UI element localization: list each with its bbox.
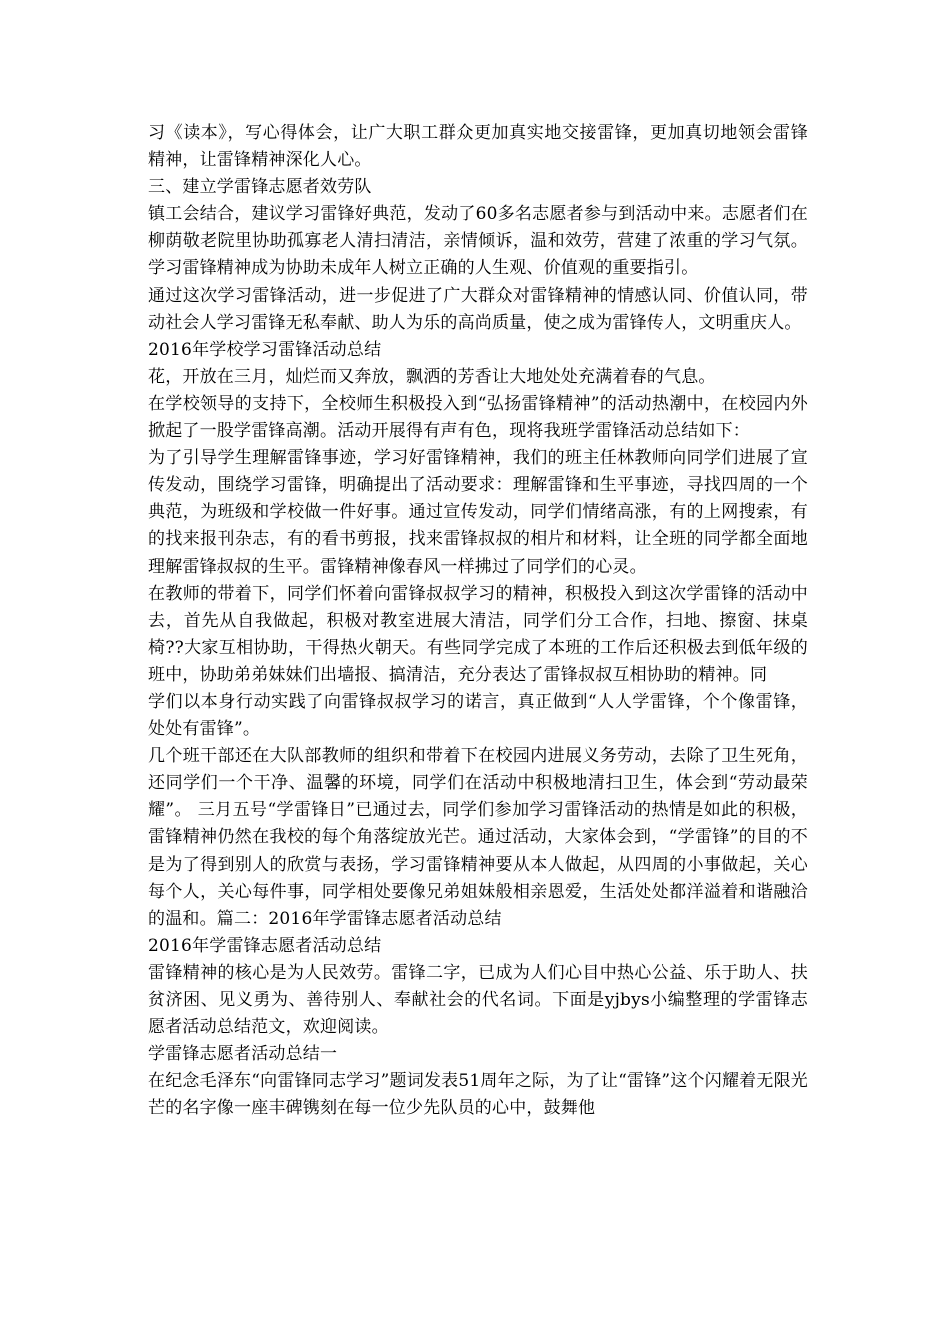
heading-summary-one: 学雷锋志愿者活动总结一	[148, 1044, 338, 1065]
section-heading-volunteer-team: 三、建立学雷锋志愿者效劳队	[148, 177, 372, 198]
paragraph-guidance: 为了引导学生理解雷锋事迹，学习好雷锋精神，我们的班主任林教师向同学们进展了宣传发动，围绕学习雷锋，明确提出了活动要求：理解雷锋和生平事迹，寻找四周的一个典范，为班级和学校做一件好事。通过宣传发动，同学们情绪高涨，有的上网搜索，有的找来报刊杂志，有的看书剪报，找来雷锋叔叔的相片和材料，让全班的同学都全面地理解雷锋叔叔的生平。雷锋精神像春风一样拂过了同学们的心灵。	[148, 448, 808, 577]
paragraph-commemoration: 在纪念毛泽东“向雷锋同志学习”题词发表51周年之际，为了让“雷锋”这个闪耀着无限光芒的名字像一座丰碑镌刻在每一位少先队员的心中，鼓舞他	[148, 1071, 808, 1119]
document-body	[148, 120, 808, 1122]
paragraph-activity-effect: 通过这次学习雷锋活动，进一步促进了广大群众对雷锋精神的情感认同、价值认同，带动社会人学习雷锋无私奉献、助人为乐的高尚质量，使之成为雷锋传人，文明重庆人。	[148, 285, 808, 333]
paragraph-volunteers: 镇工会结合，建议学习雷锋好典范，发动了60多名志愿者参与到活动中来。志愿者们在柳荫敬老院里协助孤寡老人清扫清洁，亲情倾诉，温和效劳，营建了浓重的学习气氛。学习雷锋精神成为协助未成年人树立正确的人生观、价值观的重要指引。	[148, 204, 808, 279]
paragraph-spring: 花，开放在三月，灿烂而又奔放，飘洒的芳香让大地处处充满着春的气息。	[148, 366, 716, 387]
heading-volunteer-summary: 2016年学雷锋志愿者活动总结	[148, 935, 382, 956]
paragraph-reading-notes: 习《读本》，写心得体会，让广大职工群众更加真实地交接雷锋，更加真切地领会雷锋精神，让雷锋精神深化人心。	[148, 123, 808, 171]
heading-school-summary: 2016年学校学习雷锋活动总结	[148, 339, 382, 360]
paragraph-core-spirit: 雷锋精神的核心是为人民效劳。雷锋二字，已成为人们心目中热心公益、乐于助人、扶贫济困、见义勇为、善待别人、奉献社会的代名词。下面是yjbys小编整理的学雷锋志愿者活动总结范文，欢迎阅读。	[148, 962, 808, 1038]
paragraph-school-support: 在学校领导的支持下，全校师生积极投入到“弘扬雷锋精神”的活动热潮中，在校园内外掀起了一股学雷锋高潮。活动开展得有声有色，现将我班学雷锋活动总结如下：	[148, 393, 808, 442]
paragraph-students-practice: 学们以本身行动实践了向雷锋叔叔学习的诺言，真正做到“人人学雷锋，个个像雷锋，处处有雷锋”。	[148, 691, 808, 740]
paragraph-teacher-leading: 在教师的带着下，同学们怀着向雷锋叔叔学习的精神，积极投入到这次学雷锋的活动中去，首先从自我做起，积极对教室进展大清洁，同学们分工合作，扫地、擦窗、抹桌椅??大家互相协助，干得热火朝天。有些同学完成了本班的工作后还积极去到低年级的班中，协助弟弟妹妹们出墙报、搞清洁，充分表达了雷锋叔叔互相协助的精神。同	[148, 583, 808, 685]
paragraph-class-cadres: 几个班干部还在大队部教师的组织和带着下在校园内进展义务劳动，去除了卫生死角，还同学们一个干净、温馨的环境，同学们在活动中积极地清扫卫生，体会到“劳动最荣耀”。 三月五号“学雷锋日”已通过去，同学们参加学习雷锋活动的热情是如此的积极，雷锋精神仍然在我校的每个角落绽放光芒。通过活动，大家体会到，“学雷锋”的目的不是为了得到别人的欣赏与表扬，学习雷锋精神要从本人做起，从四周的小事做起，关心每个人，关心每件事，同学相处要像兄弟姐妹般相亲恩爱，生活处处都洋溢着和谐融洽的温和。篇二：2016年学雷锋志愿者活动总结	[148, 746, 808, 929]
